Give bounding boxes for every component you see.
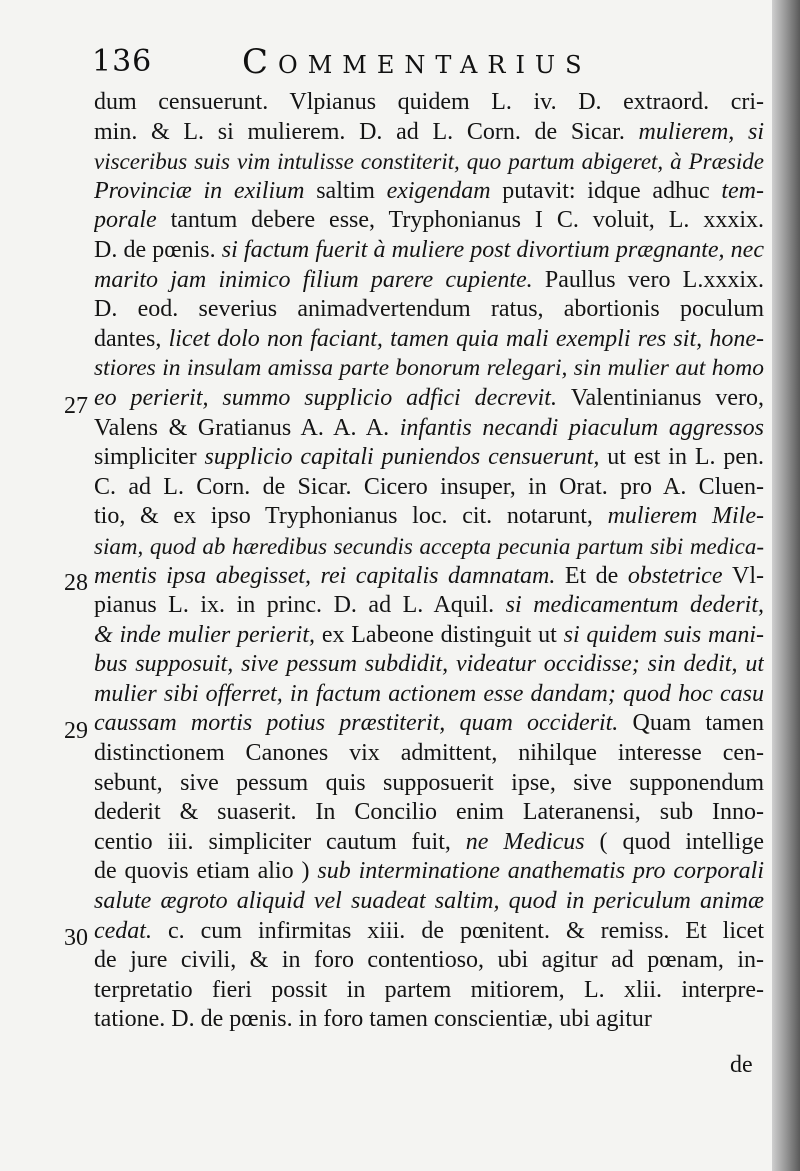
italic-run: mulier sibi offerret, in factum actionem esse dandam; quod hoc casu bbox=[94, 680, 764, 707]
text-line bbox=[94, 1005, 764, 1035]
margin-number: 29 bbox=[64, 718, 88, 744]
italic-run: marito jam inimico filium parere cupiente. bbox=[94, 266, 545, 293]
italic-run: mulierem, si bbox=[638, 118, 764, 145]
margin-number: 28 bbox=[64, 570, 88, 596]
text-line bbox=[94, 857, 764, 887]
text-line bbox=[94, 680, 764, 710]
italic-run: licet dolo non faciant, tamen quia mali exempli res sit, hone- bbox=[168, 325, 764, 352]
text-line bbox=[94, 946, 764, 976]
roman-run: distinctionem Canones vix admittent, nihilque interesse cen- bbox=[94, 740, 764, 767]
roman-run: D. de pœnis. bbox=[94, 236, 222, 263]
text-line bbox=[94, 621, 764, 651]
italic-run: Provinciæ in exilium bbox=[94, 177, 317, 204]
roman-run: Vl- bbox=[732, 562, 764, 589]
page-edge-shadow bbox=[772, 0, 800, 1171]
roman-run: de jure civili, & in foro contentioso, ubi agitur ad pœnam, in- bbox=[94, 947, 764, 974]
roman-run: C. ad L. Corn. de Sicar. Cicero insuper, in Orat. pro A. Cluen- bbox=[94, 473, 764, 500]
italic-run: supplicio capitali puniendos censuerunt, bbox=[204, 444, 608, 471]
roman-run: tantum debere esse, Tryphonianus I C. voluit, L. xxxix. bbox=[170, 207, 764, 234]
text-line bbox=[94, 354, 764, 384]
text-line bbox=[94, 177, 764, 207]
text-line bbox=[94, 709, 764, 739]
text-line bbox=[94, 384, 764, 414]
italic-run: bus supposuit, sive pessum subdidit, videatur occidisse; sin dedit, ut bbox=[94, 651, 764, 678]
roman-run: ex Labeone distinguit ut bbox=[321, 621, 564, 648]
roman-run: Valentinianus vero, bbox=[570, 384, 764, 411]
text-line bbox=[94, 591, 764, 621]
roman-run: min. & L. si mulierem. D. ad L. Corn. de Sicar. bbox=[94, 118, 639, 145]
catchword: de bbox=[730, 1052, 753, 1078]
italic-run: porale bbox=[94, 207, 171, 234]
text-line bbox=[94, 650, 764, 680]
text-line bbox=[94, 562, 764, 592]
roman-run: Paullus vero L.xxxix. bbox=[544, 266, 764, 293]
text-line bbox=[94, 798, 764, 828]
italic-run: stiores in insulam amissa parte bonorum relegari, sin mulier aut homo bbox=[94, 355, 764, 382]
text-line bbox=[94, 118, 764, 148]
running-head: Commentarius bbox=[242, 42, 592, 82]
text-line bbox=[94, 266, 764, 296]
roman-run: terpretatio fieri possit in partem mitiorem, L. xlii. interpre- bbox=[94, 976, 764, 1003]
roman-run: dederit & suaserit. In Concilio enim Lateranensi, sub Inno- bbox=[94, 799, 764, 826]
italic-run: cedat. bbox=[94, 917, 168, 944]
roman-run: Et de bbox=[564, 562, 628, 589]
italic-run: exigendam bbox=[386, 177, 503, 204]
roman-run: de quovis etiam alio ) bbox=[94, 858, 318, 885]
text-line bbox=[94, 236, 764, 266]
italic-run: salute ægroto aliquid vel suadeat saltim, quod in periculum animæ bbox=[94, 888, 764, 915]
italic-run: ne Medicus bbox=[465, 828, 600, 855]
text-line bbox=[94, 325, 764, 355]
italic-run: sub interminatione anathematis pro corporali bbox=[317, 858, 764, 885]
roman-run: centio iii. simpliciter cautum fuit, bbox=[94, 828, 466, 855]
roman-run: tio, & ex ipso Tryphonianus loc. cit. notarunt, bbox=[94, 503, 608, 530]
roman-run: dum censuerunt. Vlpianus quidem L. iv. D. extraord. cri- bbox=[94, 89, 764, 115]
italic-run: si quidem suis mani- bbox=[563, 621, 764, 648]
italic-run: infantis necandi piaculum aggressos bbox=[399, 414, 764, 441]
text-line bbox=[94, 532, 764, 562]
margin-number: 27 bbox=[64, 393, 88, 419]
italic-run: si medicamentum dederit, bbox=[505, 592, 764, 619]
roman-run: putavit: idque adhuc bbox=[502, 177, 722, 204]
roman-run: c. cum infirmitas xiii. de pœnitent. & remiss. Et licet bbox=[167, 917, 764, 944]
roman-run: tatione. D. de pœnis. in foro tamen conscientiæ, ubi agitur bbox=[94, 1006, 652, 1033]
body-text bbox=[94, 88, 764, 1035]
page-header bbox=[92, 40, 732, 90]
roman-run: ut est in L. pen. bbox=[607, 444, 764, 471]
roman-run: dantes, bbox=[94, 325, 169, 352]
text-line bbox=[94, 502, 764, 532]
italic-run: tem- bbox=[721, 177, 764, 204]
roman-run: ( quod intellige bbox=[599, 828, 764, 855]
text-line bbox=[94, 443, 764, 473]
page-number: 136 bbox=[92, 44, 153, 79]
italic-run: mentis ipsa abegisset, rei capitalis damnatam. bbox=[94, 562, 565, 589]
italic-run: obstetrice bbox=[627, 562, 732, 589]
text-line bbox=[94, 887, 764, 917]
text-line bbox=[94, 295, 764, 325]
text-line bbox=[94, 414, 764, 444]
roman-run: pianus L. ix. in princ. D. ad L. Aquil. bbox=[94, 592, 506, 619]
italic-run: si factum fuerit à muliere post divortium prægnante, nec bbox=[221, 236, 764, 263]
italic-run: siam, quod ab hæredibus secundis accepta pecunia partum sibi medica- bbox=[94, 533, 764, 559]
italic-run: caussam mortis potius præstiterit, quam occiderit. bbox=[94, 710, 633, 737]
text-line bbox=[94, 739, 764, 769]
roman-run: D. eod. severius animadvertendum ratus, abortionis poculum bbox=[94, 296, 764, 323]
roman-run: Valens & Gratianus A. A. A. bbox=[94, 414, 400, 441]
italic-run: eo perierit, summo supplicio adfici decrevit. bbox=[94, 384, 571, 411]
text-line bbox=[94, 147, 764, 177]
italic-run: mulierem Mile- bbox=[607, 503, 764, 530]
italic-run: visceribus suis vim intulisse constiterit, quo partum abigeret, à Præside bbox=[94, 149, 764, 175]
text-line bbox=[94, 917, 764, 947]
text-line bbox=[94, 769, 764, 799]
text-line bbox=[94, 88, 764, 118]
roman-run: simpliciter bbox=[94, 444, 205, 471]
roman-run: saltim bbox=[316, 177, 387, 204]
roman-run: Quam tamen bbox=[632, 710, 764, 737]
italic-run: & inde mulier perierit, bbox=[94, 621, 322, 648]
roman-run: sebunt, sive pessum quis supposuerit ipse, sive supponendum bbox=[94, 769, 764, 796]
margin-number: 30 bbox=[64, 925, 88, 951]
text-line bbox=[94, 206, 764, 236]
text-line bbox=[94, 828, 764, 858]
text-line bbox=[94, 473, 764, 503]
text-line bbox=[94, 976, 764, 1006]
